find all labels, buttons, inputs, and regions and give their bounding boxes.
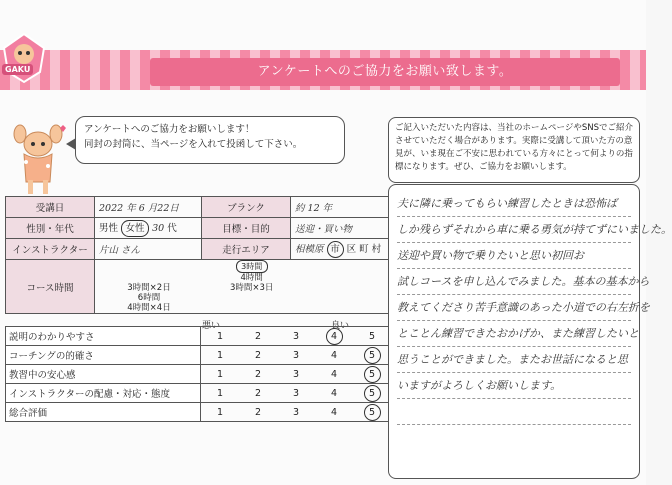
- purpose-label: 目標・目的: [202, 218, 291, 239]
- comment-line: 送迎や買い物で乗りたいと思い初回お: [397, 243, 631, 269]
- rating-question: 総合評価: [6, 403, 201, 422]
- male-option[interactable]: 男性: [99, 222, 119, 234]
- rating-number: 1: [216, 368, 224, 380]
- area-village-option[interactable]: 村: [371, 243, 382, 255]
- rating-number: 5: [368, 330, 376, 342]
- deer-mascot-icon: [10, 122, 70, 197]
- comment-line: 夫に隣に乗ってもらい練習したときは恐怖ば: [397, 191, 631, 217]
- rating-number: 4: [330, 406, 338, 418]
- instruction-bubble: [75, 116, 345, 164]
- area-town-option[interactable]: 町: [359, 243, 369, 255]
- rating-selected: 4: [326, 328, 343, 345]
- rating-number: 2: [254, 330, 262, 342]
- bubble-line-1: アンケートへのご協力をお願いします！: [84, 124, 255, 135]
- rating-option[interactable]: [239, 403, 277, 422]
- course-option-2-selected: 3時間: [236, 260, 268, 273]
- comment-line: いますがよろしくお願いします。: [397, 373, 631, 399]
- rating-selected: 5: [364, 385, 381, 402]
- rating-option[interactable]: [315, 384, 353, 403]
- rating-option[interactable]: [239, 346, 277, 365]
- rating-option[interactable]: [201, 365, 240, 384]
- age-value[interactable]: 30: [152, 222, 165, 234]
- rating-number: 2: [254, 368, 262, 380]
- rating-number: 2: [254, 406, 262, 418]
- rating-option[interactable]: [277, 384, 315, 403]
- rating-selected: 5: [364, 366, 381, 383]
- bubble-line-2: 同封の封筒に、当ページを入れて投函して下さい。: [84, 139, 303, 150]
- rating-question: コーチングの的確さ: [6, 346, 201, 365]
- course-label: コース時間: [6, 260, 95, 314]
- notice-box: ご記入いただいた内容は、当社のホームページやSNSでご紹介させていただく場合があります。実際に受講して頂いた方の意見が、いま現在ご不安に思われている方々にとって何よりの指標になります。ぜひ、ご協力をお願いします。: [388, 117, 640, 183]
- blank-value[interactable]: 約 12 年: [291, 197, 398, 218]
- rating-number: 1: [216, 406, 224, 418]
- female-option[interactable]: 女性: [121, 220, 149, 237]
- area-value[interactable]: [291, 239, 398, 260]
- comment-box[interactable]: [388, 184, 672, 479]
- rating-number: 4: [330, 368, 338, 380]
- age-suffix: 代: [167, 222, 177, 234]
- rating-option[interactable]: [353, 327, 392, 346]
- gender-age-value[interactable]: [95, 218, 202, 239]
- rating-option[interactable]: [277, 365, 315, 384]
- rating-option[interactable]: [315, 403, 353, 422]
- rating-option[interactable]: [277, 403, 315, 422]
- date-label: 受講日: [6, 197, 95, 218]
- rating-number: 3: [292, 368, 300, 380]
- rating-row: [6, 346, 392, 365]
- rating-selected: 5: [364, 347, 381, 364]
- comment-line: 試しコースを申し込んでみました。基本の基本から: [397, 269, 631, 295]
- course-option-3[interactable]: 6時間 4時間×4日: [127, 293, 171, 313]
- rating-option[interactable]: [315, 346, 353, 365]
- rating-number: 1: [216, 387, 224, 399]
- rating-question: 教習中の安心感: [6, 365, 201, 384]
- rating-option[interactable]: [201, 403, 240, 422]
- comment-line: とことん練習できたおかげか、また練習したいと: [397, 321, 631, 347]
- rating-number: 4: [330, 387, 338, 399]
- area-city-option[interactable]: 市: [327, 241, 344, 258]
- rating-question: 説明のわかりやすさ: [6, 327, 201, 346]
- header-title: アンケートへのご協力をお願い致します。: [257, 64, 513, 79]
- rating-question: インストラクターの配慮・対応・態度: [6, 384, 201, 403]
- rating-row: [6, 403, 392, 422]
- logo-deer-icon: [0, 28, 54, 86]
- info-table: [5, 196, 398, 314]
- instructor-value[interactable]: 片山 さん: [95, 239, 202, 260]
- rating-number: 3: [292, 349, 300, 361]
- rating-number: 2: [254, 387, 262, 399]
- comment-line: 教えてくださり苦手意識のあった小道での右左折を: [397, 295, 631, 321]
- scale-good-label: 良い: [331, 321, 350, 331]
- area-ward-option[interactable]: 区: [346, 243, 357, 255]
- rating-number: 1: [216, 349, 224, 361]
- rating-option[interactable]: [239, 365, 277, 384]
- rating-number: 3: [292, 387, 300, 399]
- course-option-2[interactable]: 3時間 4時間 3時間×3日: [229, 262, 274, 293]
- rating-row: [6, 384, 392, 403]
- course-options[interactable]: [95, 260, 398, 314]
- comment-line: [397, 399, 631, 425]
- rating-option[interactable]: [277, 346, 315, 365]
- comment-line: しか残らずそれから車に乗る勇気が持てずにいました。: [397, 217, 631, 243]
- rating-option[interactable]: [201, 346, 240, 365]
- rating-option[interactable]: [201, 327, 240, 346]
- blank-label: ブランク: [202, 197, 291, 218]
- rating-number: 1: [216, 330, 224, 342]
- instructor-label: インストラクター: [6, 239, 95, 260]
- logo-text: GAKU: [2, 64, 33, 75]
- rating-selected: 5: [364, 404, 381, 421]
- rating-number: 2: [254, 349, 262, 361]
- rating-table: [5, 326, 392, 422]
- rating-number: 3: [292, 406, 300, 418]
- scale-bad-label: 悪い: [202, 321, 221, 331]
- rating-number: 3: [292, 330, 300, 342]
- rating-option[interactable]: [239, 327, 277, 346]
- rating-row: [6, 365, 392, 384]
- comment-line: 思うことができました。またお世話になると思: [397, 347, 631, 373]
- rating-option[interactable]: [315, 365, 353, 384]
- rating-option[interactable]: [353, 384, 392, 403]
- purpose-value[interactable]: 送迎・買い物: [291, 218, 398, 239]
- rating-option[interactable]: [353, 365, 392, 384]
- gender-age-label: 性別・年代: [6, 218, 95, 239]
- rating-option[interactable]: [353, 403, 392, 422]
- rating-option[interactable]: [277, 327, 315, 346]
- rating-row: [6, 327, 392, 346]
- date-value[interactable]: 2022 年 6 月22日: [95, 197, 202, 218]
- course-option-1[interactable]: 3時間×2日: [127, 283, 171, 293]
- rating-number: 4: [330, 349, 338, 361]
- area-label: 走行エリア: [202, 239, 291, 260]
- rating-option[interactable]: [353, 346, 392, 365]
- rating-option[interactable]: [315, 327, 353, 346]
- area-name: 相模原: [295, 243, 324, 255]
- rating-option[interactable]: [201, 384, 240, 403]
- rating-option[interactable]: [239, 384, 277, 403]
